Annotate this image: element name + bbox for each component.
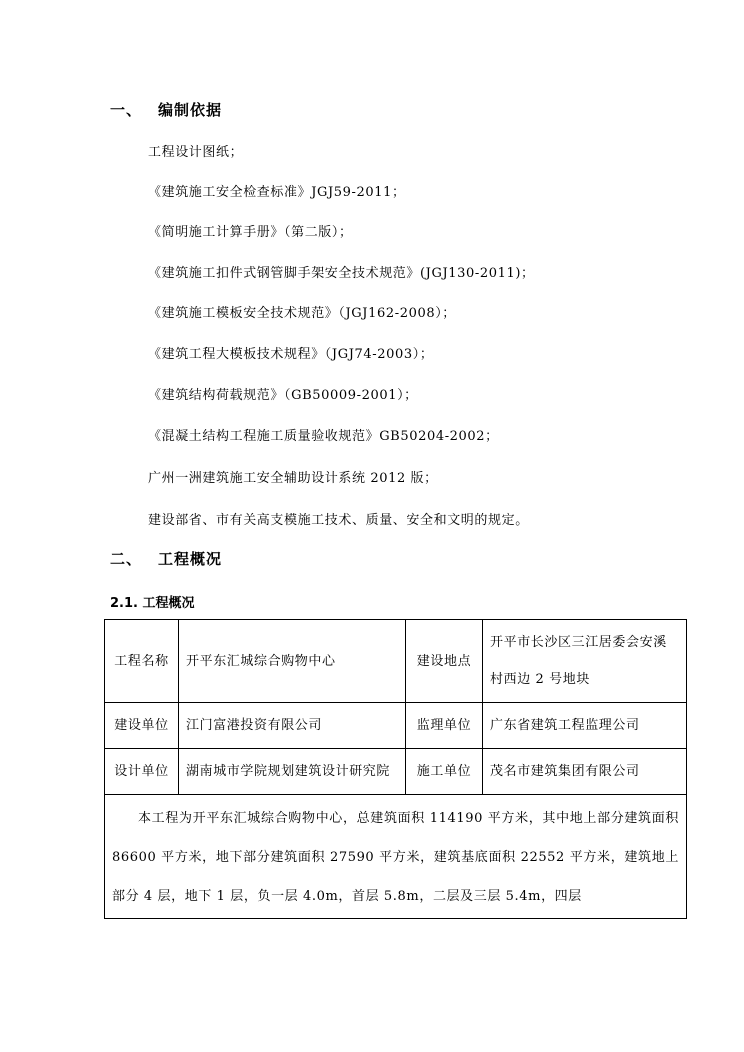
supervisor-label: 监理单位 (406, 703, 483, 749)
owner-label: 建设单位 (105, 703, 179, 749)
contractor-label: 施工单位 (406, 749, 483, 795)
reference-item: 工程设计图纸； (148, 145, 244, 160)
reference-item: 《建筑施工模板安全技术规范》（JGJ162-2008）； (148, 306, 456, 321)
project-name-value: 开平东汇城综合购物中心 (179, 620, 406, 703)
supervisor-value: 广东省建筑工程监理公司 (483, 703, 687, 749)
section-title: 工程概况 (158, 550, 223, 568)
section-heading-basis (110, 99, 222, 120)
location-value: 开平市长沙区三江居委会安溪村西边 2 号地块 (483, 620, 687, 703)
contractor-value: 茂名市建筑集团有限公司 (483, 749, 687, 795)
reference-item: 《建筑施工安全检查标准》JGJ59-2011； (148, 185, 406, 200)
table-row (105, 703, 687, 749)
table-row (105, 795, 687, 919)
section-heading-overview (110, 548, 222, 569)
reference-item: 《建筑结构荷载规范》（GB50009-2001）； (148, 388, 418, 403)
reference-item: 建设部省、市有关高支模施工技术、质量、安全和文明的规定。 (148, 513, 529, 528)
location-label: 建设地点 (406, 620, 483, 703)
reference-item: 广州一洲建筑施工安全辅助设计系统 2012 版； (148, 471, 438, 486)
project-info-table (104, 619, 687, 919)
table-row (105, 620, 687, 703)
section-number: 一、 (110, 101, 143, 119)
section-title: 编制依据 (158, 101, 223, 119)
designer-label: 设计单位 (105, 749, 179, 795)
owner-value: 江门富港投资有限公司 (179, 703, 406, 749)
reference-item: 《建筑工程大模板技术规程》（JGJ74-2003）； (148, 347, 434, 362)
reference-item: 《建筑施工扣件式钢管脚手架安全技术规范》(JGJ130-2011)； (148, 266, 535, 281)
subsection-heading: 2.1. 工程概况 (110, 596, 195, 611)
table-row (105, 749, 687, 795)
section-number: 二、 (110, 550, 143, 568)
project-name-label: 工程名称 (105, 620, 179, 703)
reference-item: 《混凝土结构工程施工质量验收规范》GB50204-2002； (148, 429, 499, 444)
project-description: 本工程为开平东汇城综合购物中心，总建筑面积 114190 平方米，其中地上部分建筑面积 86600 平方米，地下部分建筑面积 27590 平方米，建筑基底面积 22552 平方米，建筑地上部分 4 层，地下 1 层，负一层 4.0m，首层 5.8m，二层及三层 5.4m，四层 (105, 795, 687, 919)
designer-value: 湖南城市学院规划建筑设计研究院 (179, 749, 406, 795)
reference-item: 《简明施工计算手册》（第二版）； (148, 225, 353, 240)
